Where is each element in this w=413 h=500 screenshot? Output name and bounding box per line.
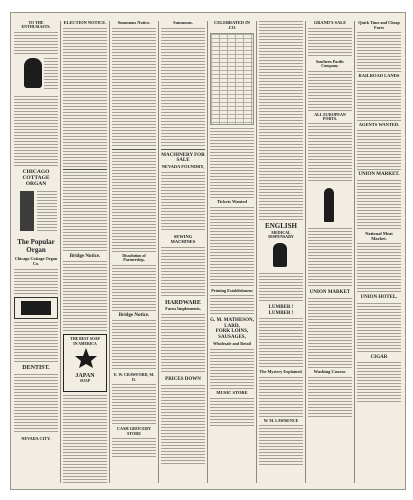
mystery-explained: The Mystery Explained.	[259, 369, 303, 375]
organ-ad	[14, 189, 58, 237]
portrait-image	[24, 58, 42, 88]
data-table	[210, 33, 254, 125]
text-block	[112, 438, 156, 458]
text-block	[112, 152, 156, 252]
column-6	[259, 21, 303, 483]
text-block	[112, 265, 156, 311]
cash-grocery-ad: CASH GROCERY STORE	[117, 425, 151, 436]
farm-implements: Farm Implements.	[165, 306, 201, 312]
dentist-ad: DENTIST.	[22, 364, 50, 371]
col8-heading: Quick Time and Cheap Fares	[358, 21, 400, 30]
railroad-lands: RAILROAD LANDS	[358, 73, 400, 79]
union-market-8: UNION MARKET.	[358, 172, 400, 178]
text-block	[161, 172, 205, 232]
text-block	[210, 207, 254, 287]
column-rule	[158, 21, 159, 483]
text-block	[161, 247, 205, 297]
figure-ad	[308, 186, 352, 226]
text-block	[308, 298, 352, 368]
text-block	[210, 128, 254, 198]
dissolution-notice: Dissolution of Partnership.	[122, 252, 146, 263]
divider	[161, 149, 205, 150]
japan-soap-ad	[63, 334, 107, 392]
text-block	[14, 269, 58, 295]
text-block	[259, 273, 303, 303]
column-7	[308, 21, 352, 483]
col5-heading: CELEBRATED IN .CO.	[214, 21, 250, 30]
machinery-for-sale: MACHINERY FOR SALE	[161, 152, 205, 164]
wholesale-retail: Wholesale and Retail	[213, 341, 251, 347]
sausages-ad: SAUSAGES,	[218, 334, 246, 340]
column-5	[210, 21, 254, 483]
boxed-ad-image	[21, 301, 51, 315]
text-block	[112, 28, 156, 148]
text-block	[357, 130, 401, 170]
newspaper-page	[10, 12, 406, 490]
text-block	[210, 349, 254, 389]
column-rule	[60, 21, 61, 483]
footer-city: NEVADA CITY.	[21, 436, 51, 442]
divider	[63, 169, 107, 170]
text-block	[259, 318, 303, 368]
text-block	[37, 191, 57, 233]
bridge-notice-2: Bridge Notice.	[118, 312, 150, 318]
text-block	[259, 425, 303, 465]
washing-course: Washing Course.	[313, 368, 347, 374]
text-block	[14, 322, 58, 362]
text-block	[14, 32, 58, 54]
printing-establishment: Printing Establishment	[211, 287, 253, 293]
organ-ad-title: CHICAGO COTTAGE ORGAN	[22, 168, 50, 187]
nevada-foundry: NEVADA FOUNDRY,	[161, 163, 205, 169]
divider	[112, 149, 156, 150]
portrait-ad	[259, 241, 303, 271]
column-rule	[354, 21, 355, 483]
text-block	[308, 228, 352, 288]
col2-heading: ELECTION NOTICE.	[63, 21, 107, 25]
column-8	[357, 21, 401, 483]
union-hotel: UNION HOTEL.	[360, 295, 398, 301]
japan-ad-line: IN AMERICA	[73, 341, 97, 346]
hardware-ad: HARDWARE	[165, 299, 201, 306]
column-rule	[305, 21, 306, 483]
text-block	[308, 71, 352, 111]
prices-down: PRICES DOWN	[165, 377, 201, 383]
text-block	[259, 21, 303, 221]
text-block	[161, 28, 205, 148]
col1-header: TO THE ENTHUSIASTS.	[21, 21, 51, 30]
star-icon	[64, 346, 107, 368]
cigar-ad: CIGAR	[370, 354, 388, 360]
column-rule	[256, 21, 257, 483]
sewing-machines: SEWING MACHINES	[170, 233, 196, 244]
european-ports: ALL EUROPEAN PORTS.	[314, 111, 346, 122]
medical-dispensary: MEDICAL DISPENSARY	[268, 229, 294, 240]
text-block	[308, 377, 352, 417]
text-block	[112, 384, 156, 424]
text-block	[357, 81, 401, 121]
text-block	[357, 303, 401, 353]
union-market-7: UNION MARKET	[309, 290, 351, 296]
boxed-ad	[14, 297, 58, 319]
column-1	[14, 21, 58, 483]
text-block	[259, 377, 303, 417]
text-block	[357, 362, 401, 402]
column-2	[63, 21, 107, 483]
agents-wanted: AGENTS WANTED.	[358, 122, 400, 128]
column-rule	[109, 21, 110, 483]
crawford-ad: E. W. CRAWFORD, M. D.	[113, 372, 155, 382]
text-block	[63, 172, 107, 252]
pork-loins-ad: FORK LOINS,	[215, 329, 249, 335]
text-block	[63, 395, 107, 483]
tickets-wanted: Tickets Wanted	[217, 198, 247, 204]
text-block	[112, 320, 156, 370]
lumber-ad: LUMBER ! LUMBER !	[268, 305, 294, 316]
portrait-image	[273, 243, 287, 267]
column-4	[161, 21, 205, 483]
text-block	[161, 385, 205, 465]
text-block	[357, 32, 401, 72]
popular-organ: The Popular Organ	[17, 237, 55, 254]
english-heading: ENGLISH	[265, 222, 297, 230]
text-block	[63, 28, 107, 168]
column-3	[112, 21, 156, 483]
text-block	[161, 314, 205, 374]
col3-heading: Summons Notice.	[117, 21, 151, 25]
lawrence-ad: W. M. LAWRENCE	[263, 418, 299, 424]
text-block	[14, 374, 58, 434]
japan-ad-line: SOAP	[79, 379, 91, 384]
text-block	[210, 295, 254, 315]
text-block	[210, 398, 254, 428]
japan-ad-line: JAPAN	[75, 372, 95, 379]
text-block	[308, 123, 352, 183]
bridge-notice: Bridge Notice.	[69, 253, 101, 259]
column-rule	[207, 21, 208, 483]
text-block	[357, 180, 401, 230]
japan-ad-line: THE BEST SOAP	[70, 337, 100, 342]
text-block	[63, 261, 107, 331]
text-block	[44, 58, 58, 90]
text-block	[357, 243, 401, 293]
text-block	[14, 96, 58, 166]
portrait-ad	[14, 56, 58, 94]
music-store: MUSIC STORE	[216, 389, 248, 395]
lard-ad: LARD,	[224, 323, 240, 329]
company-name: Chicago Cottage Organ Co.	[14, 256, 58, 266]
matheson-ad: G. M. MATHESON,	[210, 318, 254, 324]
national-meat-market: National Meat Market.	[365, 230, 393, 241]
text-block	[308, 28, 352, 58]
figure-image	[324, 188, 334, 222]
col7-heading: GRAND'S SALE	[313, 21, 347, 25]
southern-pacific: Southern Pacific Company.	[315, 58, 345, 69]
organ-image	[20, 191, 34, 231]
col4-heading: Summons.	[173, 21, 193, 25]
